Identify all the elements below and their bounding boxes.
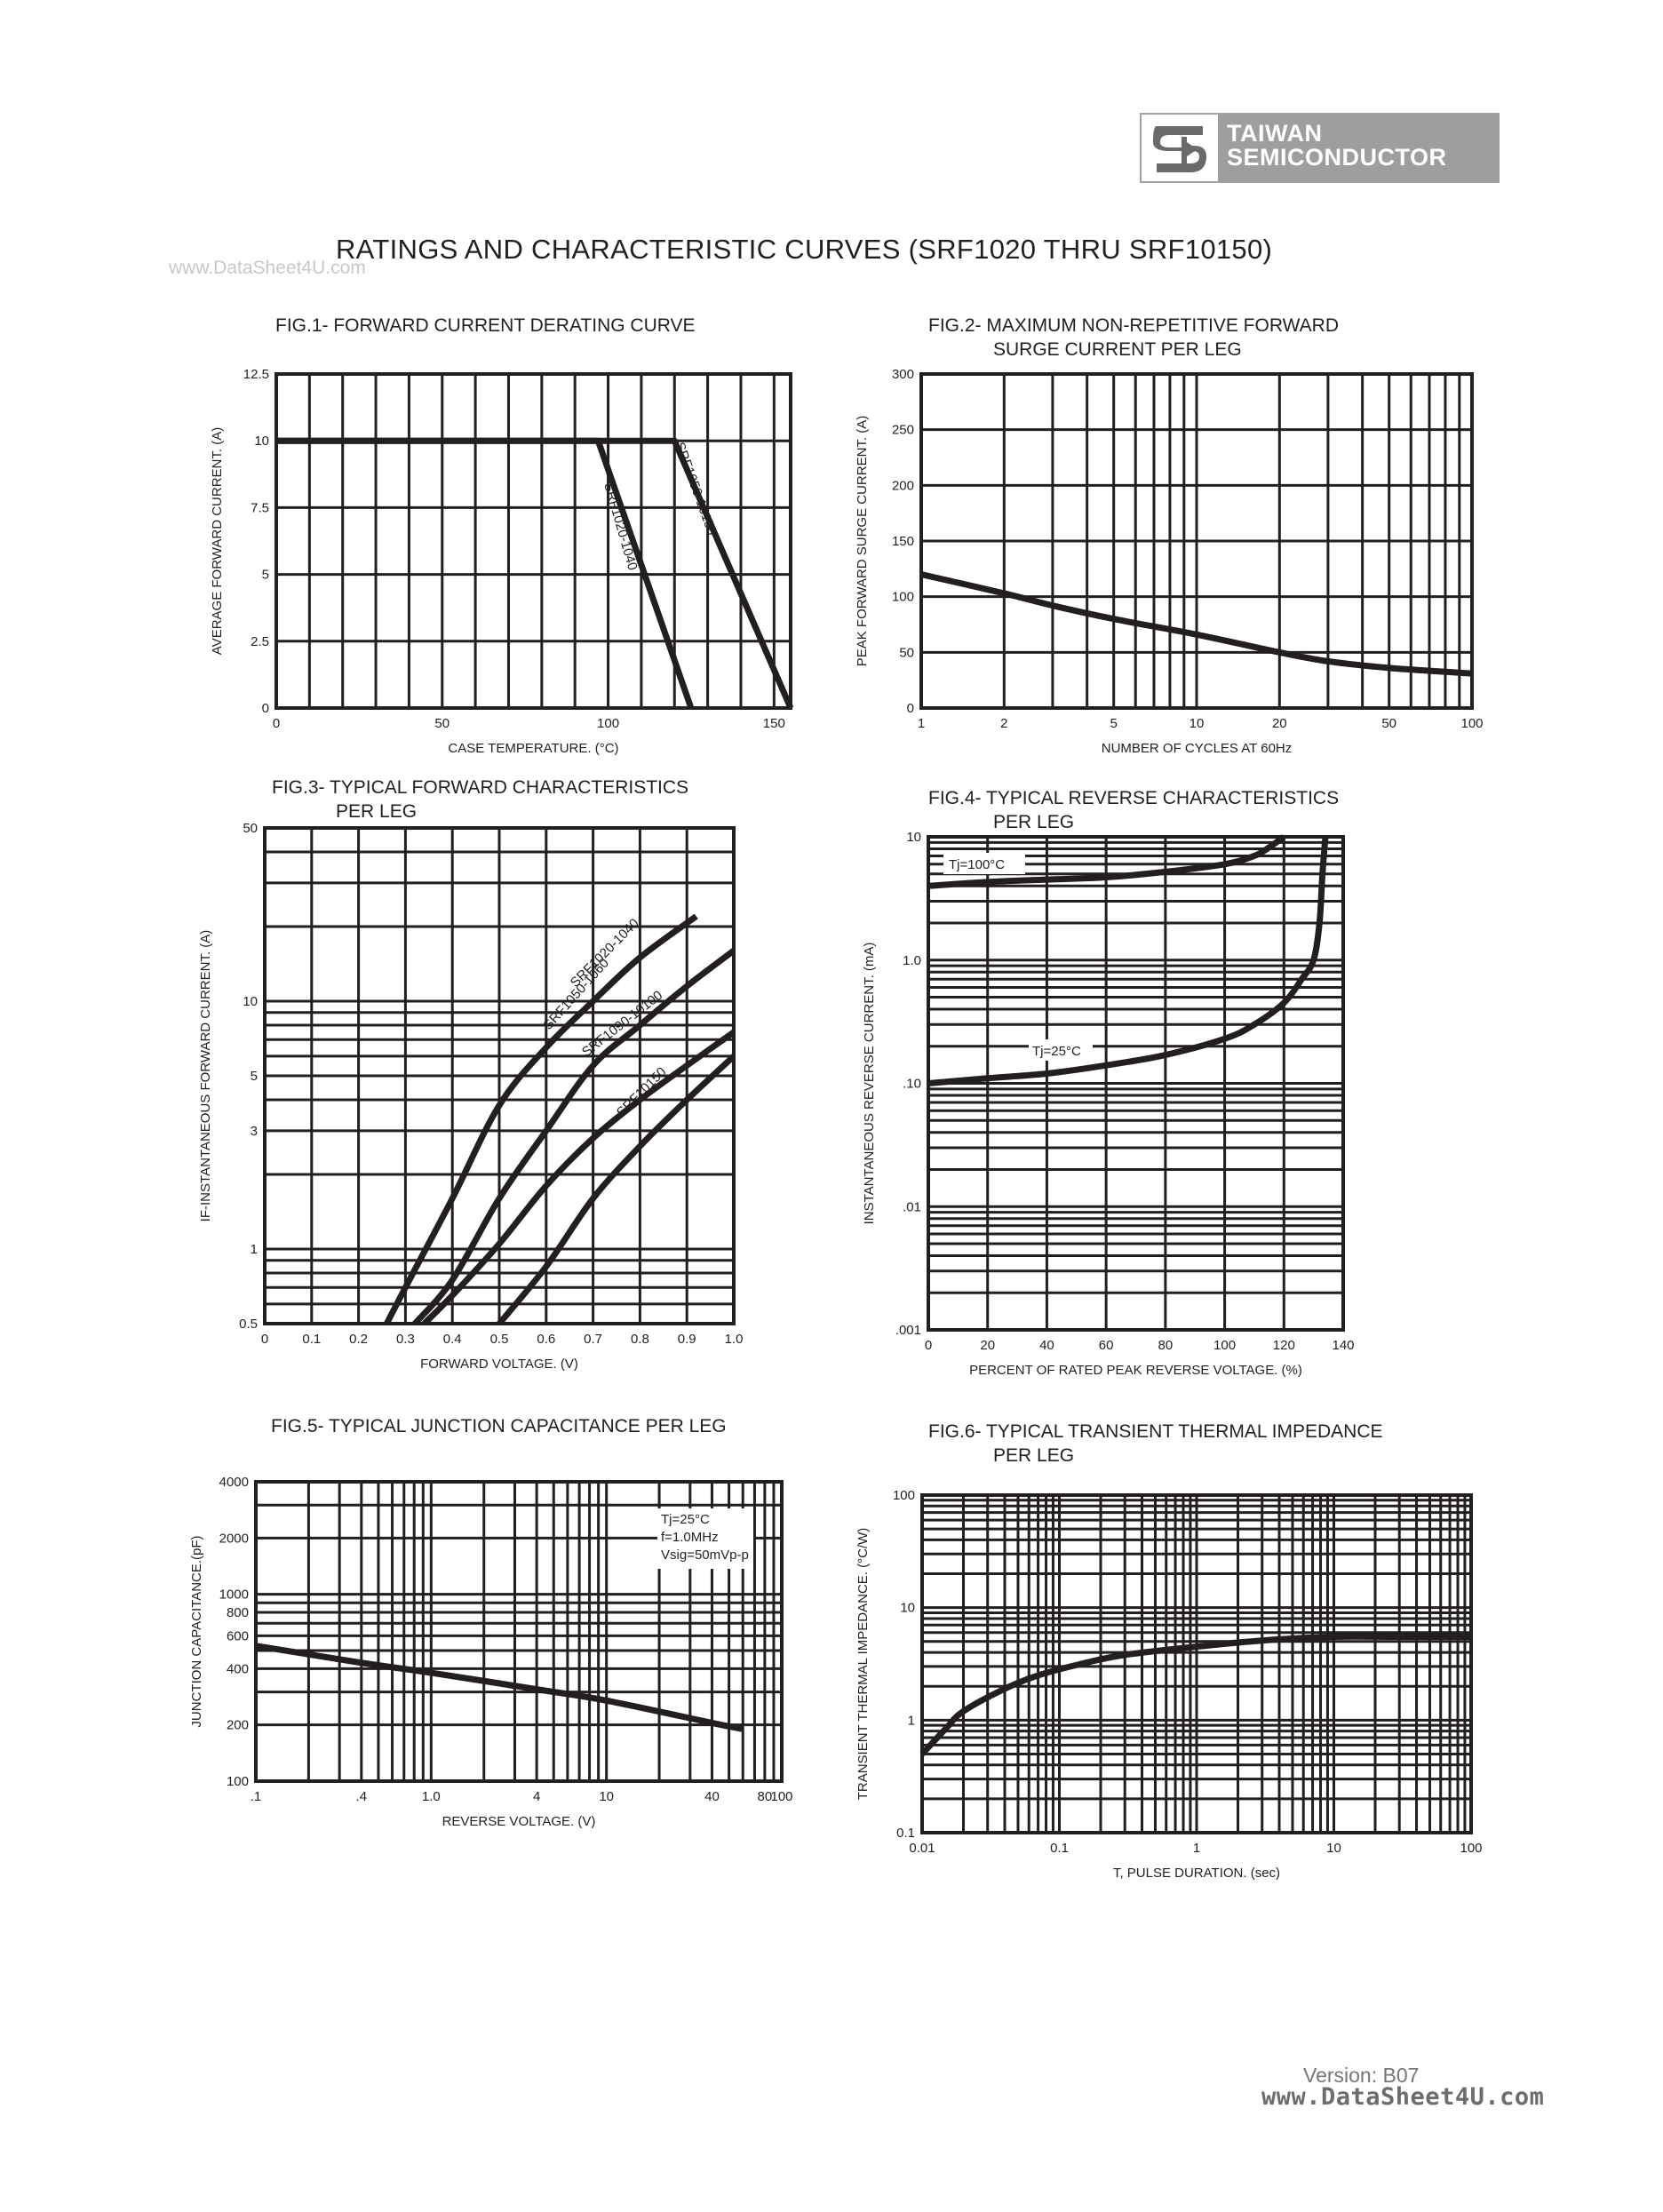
y-tick-label: 0.5 [239, 1317, 258, 1332]
x-tick-label: 120 [1272, 1338, 1295, 1353]
x-tick-label: 10 [1326, 1841, 1341, 1856]
x-tick-label: 4 [532, 1789, 541, 1804]
fig3-series-4 [499, 1056, 734, 1324]
y-tick-label: 1 [250, 1242, 258, 1258]
y-tick-label: 0 [906, 701, 914, 716]
x-tick-label: 80 [1158, 1338, 1174, 1353]
fig1-grid [276, 374, 791, 708]
fig4-x-axis-label: PERCENT OF RATED PEAK REVERSE VOLTAGE. (%) [969, 1363, 1302, 1378]
fig6-grid [922, 1495, 1471, 1833]
fig2-x-axis-label: NUMBER OF CYCLES AT 60Hz [1101, 741, 1293, 756]
series-label-srf1050-1060: SRF1050-1060 [540, 955, 613, 1033]
y-tick-label: .001 [895, 1323, 921, 1338]
x-tick-label: 0.5 [489, 1332, 509, 1347]
series-label-srf1050-10150: SRF1050-10150 [672, 440, 720, 537]
x-tick-label: 0 [924, 1338, 933, 1353]
y-tick-label: 50 [899, 645, 914, 661]
y-tick-label: 800 [226, 1605, 249, 1621]
fig5-title: FIG.5- TYPICAL JUNCTION CAPACITANCE PER LEG [271, 1416, 727, 1436]
fig1-title: FIG.1- FORWARD CURRENT DERATING CURVE [275, 315, 696, 336]
x-tick-label: 50 [1381, 716, 1397, 731]
x-tick-label: 150 [762, 716, 785, 731]
y-tick-label: 100 [891, 589, 914, 605]
x-tick-label: 40 [704, 1789, 720, 1804]
y-tick-label: 100 [226, 1774, 249, 1789]
y-tick-label: 1.0 [903, 952, 921, 968]
fig2-title: FIG.2- MAXIMUM NON-REPETITIVE FORWARD [928, 315, 1340, 336]
y-tick-label: 2000 [219, 1531, 249, 1547]
watermark-top: www.DataSheet4U.com [169, 258, 366, 278]
x-tick-label: 40 [1039, 1338, 1054, 1353]
brand-line-2: SEMICONDUCTOR [1227, 144, 1447, 171]
fig5-x-axis-label: REVERSE VOLTAGE. (V) [442, 1814, 596, 1829]
x-tick-label: 1 [917, 716, 926, 731]
x-tick-label: 1 [1192, 1841, 1201, 1856]
y-tick-label: 200 [226, 1717, 249, 1733]
y-tick-label: 250 [891, 422, 914, 438]
fig2-grid [921, 374, 1472, 708]
fig3-x-axis-label: FORWARD VOLTAGE. (V) [420, 1357, 578, 1372]
fig3-chart [198, 777, 743, 1372]
y-tick-label: 10 [254, 434, 269, 450]
x-tick-label: 100 [770, 1789, 793, 1804]
annotation-conditions-3: Vsig=50mVp-p [661, 1548, 749, 1563]
x-tick-label: 60 [1098, 1338, 1114, 1353]
x-tick-label: 0.9 [677, 1332, 696, 1347]
fig2-y-axis-label: PEAK FORWARD SURGE CURRENT. (A) [855, 415, 870, 667]
y-tick-label: .10 [903, 1076, 921, 1092]
y-tick-label: 150 [891, 534, 914, 549]
fig6-title: FIG.6- TYPICAL TRANSIENT THERMAL IMPEDANCE [928, 1421, 1383, 1442]
x-tick-label: 0.1 [1050, 1841, 1069, 1856]
y-tick-label: 4000 [219, 1475, 249, 1490]
fig5-chart [189, 1416, 793, 1829]
fig1-x-axis-label: CASE TEMPERATURE. (°C) [448, 741, 619, 756]
x-tick-label: 100 [597, 716, 620, 731]
x-tick-label: 0.8 [630, 1332, 649, 1347]
y-tick-label: 0 [261, 701, 269, 716]
fig2-title-line2: SURGE CURRENT PER LEG [993, 339, 1242, 360]
series-label-srf1020-1040: SRF1020-1040 [601, 481, 641, 572]
y-tick-label: 10 [900, 1600, 915, 1616]
x-tick-label: 0.2 [349, 1332, 369, 1347]
fig4-y-axis-label: INSTANTANEOUS REVERSE CURRENT. (mA) [862, 942, 877, 1225]
annotation-conditions-1: Tj=25°C [661, 1512, 710, 1527]
x-tick-label: .1 [250, 1789, 262, 1804]
fig5-series-1 [256, 1646, 743, 1730]
fig6-y-axis-label: TRANSIENT THERMAL IMPEDANCE. (°C/W) [855, 1527, 871, 1801]
x-tick-label: 100 [1460, 1841, 1483, 1856]
x-tick-label: 10 [1189, 716, 1205, 731]
x-tick-label: 20 [980, 1338, 996, 1353]
annotation-conditions-2: f=1.0MHz [661, 1530, 719, 1545]
fig4-grid [928, 837, 1343, 1330]
y-tick-label: 600 [226, 1628, 249, 1644]
y-tick-label: 200 [891, 478, 914, 494]
y-tick-label: 7.5 [251, 500, 269, 516]
x-tick-label: 2 [1000, 716, 1008, 731]
y-tick-label: 400 [226, 1661, 249, 1677]
series-label-srf1090-10100: SRF1090-10100 [578, 987, 666, 1061]
y-tick-label: 12.5 [243, 367, 269, 382]
y-tick-label: 1000 [219, 1587, 249, 1603]
fig4-title: FIG.4- TYPICAL REVERSE CHARACTERISTICS [928, 788, 1340, 808]
fig4-chart [862, 788, 1355, 1378]
fig1-chart [210, 315, 791, 756]
fig3-title: FIG.3- TYPICAL FORWARD CHARACTERISTICS [272, 777, 689, 798]
fig6-x-axis-label: T, PULSE DURATION. (sec) [1112, 1866, 1281, 1881]
fig1-y-axis-label: AVERAGE FORWARD CURRENT. (A) [210, 426, 225, 656]
x-tick-label: 0 [272, 716, 281, 731]
y-tick-label: 100 [892, 1488, 915, 1503]
x-tick-label: 140 [1332, 1338, 1355, 1353]
fig4-title-line2: PER LEG [993, 812, 1075, 832]
annotation-tj-25: Tj=25°C [1032, 1044, 1081, 1059]
series-label-srf10150: SRF10150 [613, 1064, 670, 1120]
annotation-tj-100: Tj=100°C [949, 857, 1006, 872]
y-tick-label: 10 [243, 994, 258, 1010]
y-tick-label: 1 [907, 1713, 915, 1729]
fig5-y-axis-label: JUNCTION CAPACITANCE.(pF) [189, 1535, 204, 1728]
y-tick-label: .01 [903, 1199, 921, 1215]
y-tick-label: 5 [250, 1069, 258, 1084]
x-tick-label: 80 [757, 1789, 773, 1804]
fig6-title-line2: PER LEG [993, 1445, 1075, 1466]
y-tick-label: 300 [891, 367, 914, 382]
brand-line-1: TAIWAN [1227, 120, 1323, 147]
x-tick-label: 0.4 [442, 1332, 462, 1347]
y-tick-label: 0.1 [896, 1826, 915, 1841]
x-tick-label: 100 [1213, 1338, 1237, 1353]
fig3-y-axis-label: IF-INSTANTANEOUS FORWARD CURRENT. (A) [198, 929, 213, 1222]
series-label-srf1020-1040: SRF1020-1040 [567, 915, 642, 991]
fig3-series-1 [386, 916, 696, 1324]
x-tick-label: 20 [1271, 716, 1287, 731]
x-tick-label: 1.0 [421, 1789, 441, 1804]
x-tick-label: 0.3 [395, 1332, 415, 1347]
page-title: RATINGS AND CHARACTERISTIC CURVES (SRF1020 THRU SRF10150) [336, 234, 1273, 265]
x-tick-label: 100 [1460, 716, 1484, 731]
x-tick-label: 0.7 [584, 1332, 603, 1347]
x-tick-label: 10 [599, 1789, 615, 1804]
version-label: Version: B07 [1303, 2064, 1420, 2087]
y-tick-label: 2.5 [251, 633, 269, 649]
y-tick-label: 3 [250, 1123, 258, 1139]
watermark-bottom: www.DataSheet4U.com [1261, 2083, 1545, 2111]
fig6-chart [855, 1421, 1483, 1881]
y-tick-label: 10 [906, 830, 921, 845]
x-tick-label: 0.01 [909, 1841, 935, 1856]
fig1-frame [276, 374, 791, 708]
x-tick-label: .4 [355, 1789, 368, 1804]
fig3-title-line2: PER LEG [336, 801, 418, 822]
x-tick-label: 50 [434, 716, 450, 731]
x-tick-label: 0 [260, 1332, 269, 1347]
y-tick-label: 50 [243, 821, 258, 836]
x-tick-label: 0.1 [302, 1332, 322, 1347]
y-tick-label: 5 [261, 567, 269, 583]
fig2-chart [855, 315, 1484, 756]
x-tick-label: 1.0 [724, 1332, 744, 1347]
x-tick-label: 5 [1110, 716, 1118, 731]
x-tick-label: 0.6 [537, 1332, 556, 1347]
